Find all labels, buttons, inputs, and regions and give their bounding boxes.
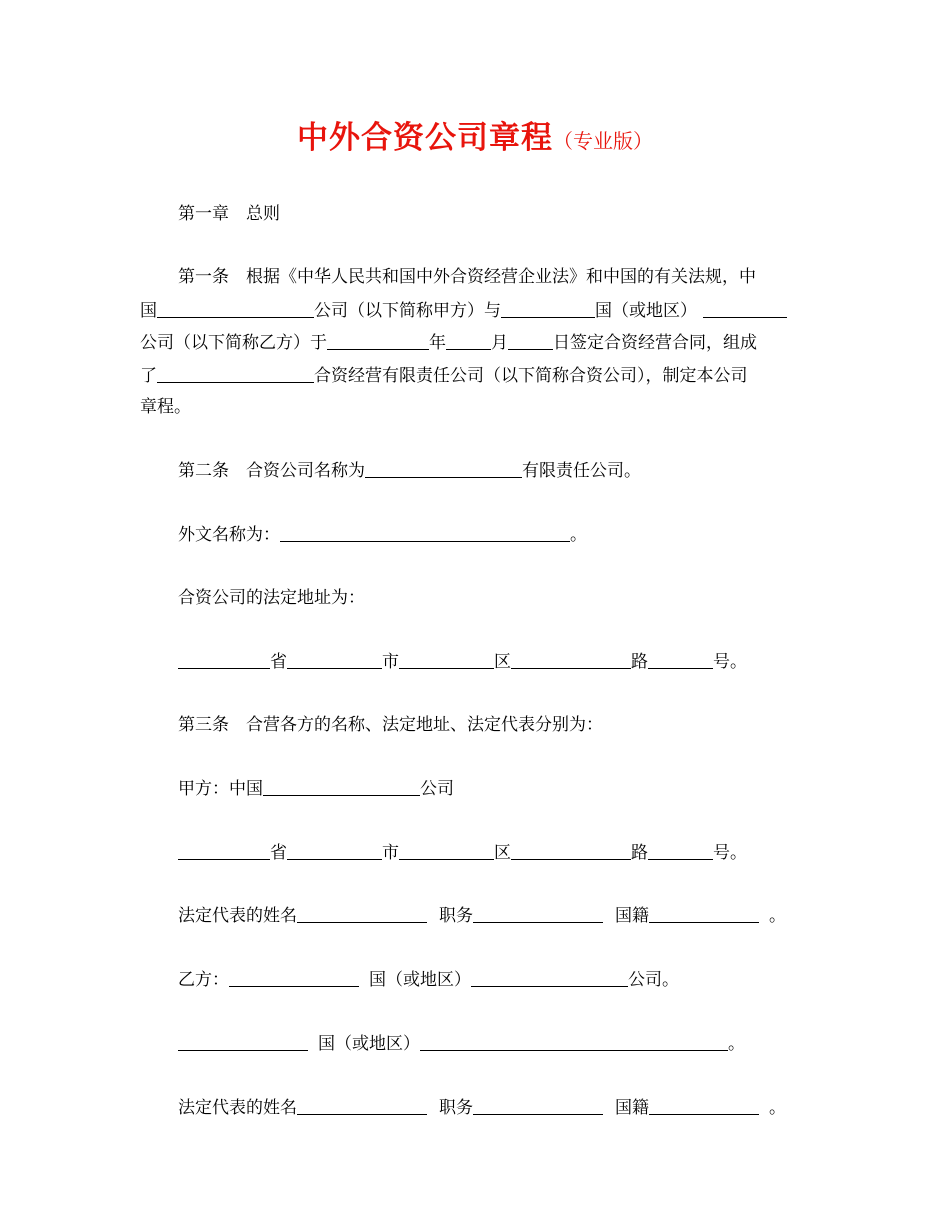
text: 法定代表的姓名 — [178, 906, 297, 926]
text: 第二条 合资公司名称为 — [178, 461, 365, 481]
blank-district[interactable] — [399, 841, 494, 860]
party-a-address-line — [178, 841, 747, 863]
text: 。 — [769, 1098, 786, 1118]
party-b-address-line — [178, 1032, 745, 1054]
blank-day[interactable] — [508, 331, 553, 350]
blank-rep-name[interactable] — [297, 904, 427, 923]
blank-road[interactable] — [511, 650, 631, 669]
blank-party-b-address[interactable] — [420, 1032, 728, 1051]
foreign-name-line — [178, 523, 587, 545]
text: 国（或地区） — [318, 1034, 420, 1054]
text: 公司 — [420, 779, 454, 799]
blank-number[interactable] — [648, 841, 713, 860]
blank-foreign-name[interactable] — [280, 523, 570, 542]
jv-address-line — [178, 650, 747, 672]
blank-road[interactable] — [511, 841, 631, 860]
text: 路 — [631, 843, 648, 863]
text: 日签定合资经营合同，组成 — [553, 333, 757, 353]
text: 有限责任公司。 — [522, 461, 641, 481]
chapter-heading: 第一章 总则 — [178, 204, 280, 224]
blank-rep-name[interactable] — [297, 1096, 427, 1115]
blank-party-a-name[interactable] — [263, 777, 420, 796]
title-row — [0, 112, 950, 157]
document-title: 中外合资公司章程 — [297, 120, 553, 156]
text: 国（或地区） — [369, 970, 471, 990]
text: 年 — [429, 333, 446, 353]
blank-month[interactable] — [446, 331, 491, 350]
text: 号。 — [713, 652, 747, 672]
text: 乙方： — [178, 970, 229, 990]
party-a-line — [178, 777, 454, 799]
party-b-rep-line — [178, 1096, 786, 1118]
title-suffix: （专业版） — [553, 129, 653, 153]
text: 合资经营有限责任公司（以下简称合资公司），制定本公司 — [314, 366, 748, 386]
text: 甲方：中国 — [178, 779, 263, 799]
text: 国籍 — [615, 906, 649, 926]
text: 区 — [494, 652, 511, 672]
blank-party-b-country[interactable] — [229, 968, 359, 987]
text: 市 — [382, 652, 399, 672]
text: 公司。 — [628, 970, 679, 990]
text: 公司（以下简称乙方）于 — [140, 333, 327, 353]
text: 国籍 — [615, 1098, 649, 1118]
party-b-line — [178, 968, 679, 990]
text: 公司（以下简称甲方）与 — [314, 301, 501, 321]
text: 省 — [270, 843, 287, 863]
text: 职务 — [439, 906, 473, 926]
blank-rep-nationality[interactable] — [649, 904, 759, 923]
blank-city[interactable] — [287, 650, 382, 669]
legal-address-label: 合资公司的法定地址为： — [178, 588, 365, 608]
blank-rep-title[interactable] — [473, 904, 603, 923]
blank-year[interactable] — [327, 331, 429, 350]
blank-rep-nationality[interactable] — [649, 1096, 759, 1115]
text: 区 — [494, 843, 511, 863]
blank-city[interactable] — [287, 841, 382, 860]
blank-jv-name[interactable] — [157, 364, 314, 383]
text: 。 — [769, 906, 786, 926]
text: 外文名称为： — [178, 525, 280, 545]
blank-province[interactable] — [178, 841, 270, 860]
article1-line5: 章程。 — [140, 397, 191, 417]
text: 国（或地区） — [595, 301, 697, 321]
text: 省 — [270, 652, 287, 672]
blank-party-b-country2[interactable] — [178, 1032, 308, 1051]
blank-party-b-name[interactable] — [471, 968, 628, 987]
text: 法定代表的姓名 — [178, 1098, 297, 1118]
text: 国 — [140, 301, 157, 321]
text: 。 — [570, 525, 587, 545]
article3-heading: 第三条 合营各方的名称、法定地址、法定代表分别为： — [178, 715, 603, 735]
article1-line4 — [140, 364, 748, 386]
party-a-rep-line — [178, 904, 786, 926]
text: 市 — [382, 843, 399, 863]
blank-province[interactable] — [178, 650, 270, 669]
text: 了 — [140, 366, 157, 386]
blank-company-name[interactable] — [365, 459, 522, 478]
text: 号。 — [713, 843, 747, 863]
blank-china-company[interactable] — [157, 299, 314, 318]
article2-name — [178, 459, 641, 481]
blank-foreign-company[interactable] — [703, 299, 787, 318]
blank-country[interactable] — [501, 299, 595, 318]
article1-line3 — [140, 331, 757, 353]
article1-line1: 第一条 根据《中华人民共和国中外合资经营企业法》和中国的有关法规，中 — [178, 267, 756, 287]
text: 。 — [728, 1034, 745, 1054]
blank-number[interactable] — [648, 650, 713, 669]
article1-line2 — [140, 299, 787, 321]
text: 月 — [491, 333, 508, 353]
blank-district[interactable] — [399, 650, 494, 669]
text: 职务 — [439, 1098, 473, 1118]
text: 路 — [631, 652, 648, 672]
blank-rep-title[interactable] — [473, 1096, 603, 1115]
